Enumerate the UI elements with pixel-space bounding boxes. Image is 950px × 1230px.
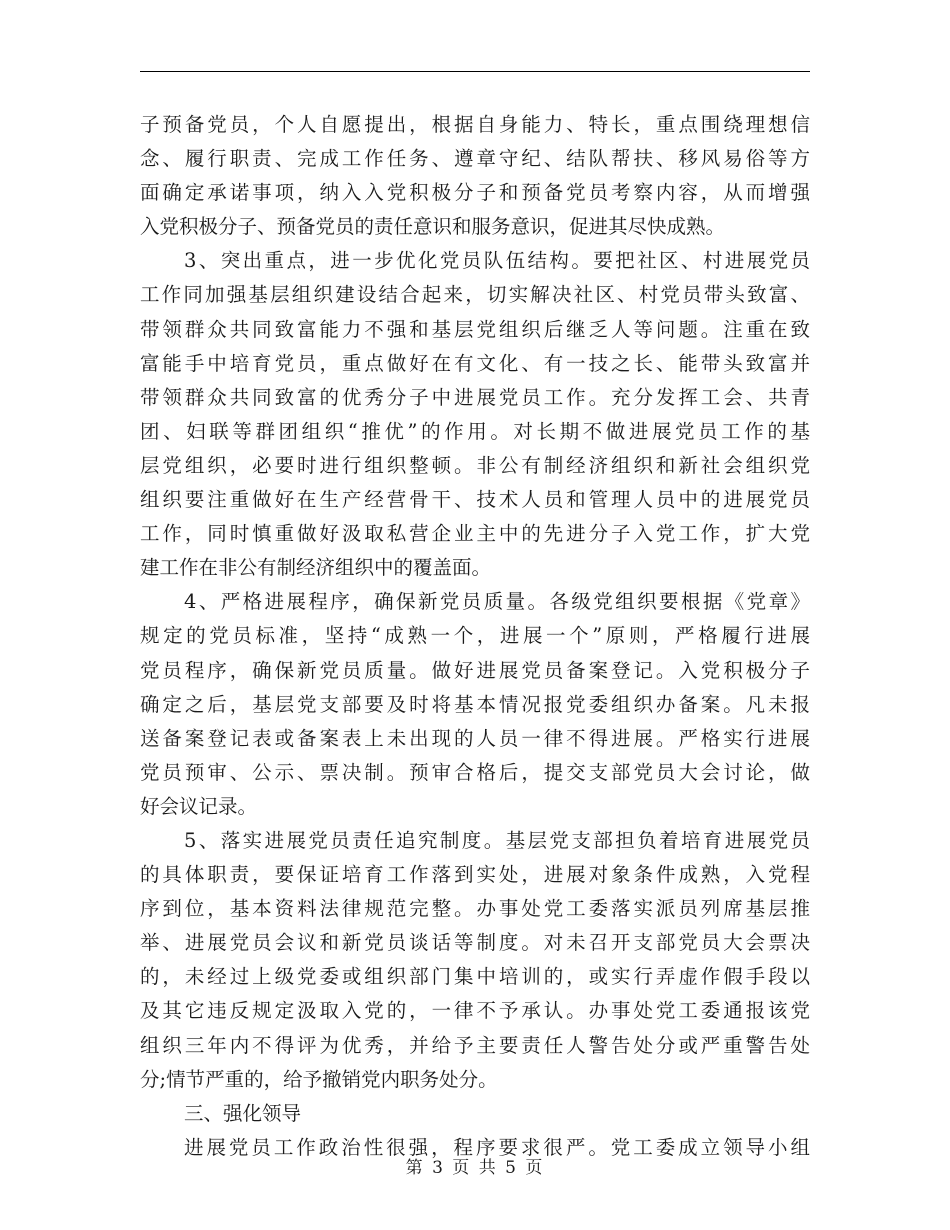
text-line: 5、落实进展党员责任追究制度。基层党支部担负着培育进展党员 — [184, 828, 810, 852]
text-line: 举、进展党员会议和新党员谈话等制度。对未召开支部党员大会票决 — [140, 931, 810, 955]
text-line: 组织三年内不得评为优秀，并给予主要责任人警告处分或严重警告处 — [140, 1033, 810, 1057]
text-line: 面确定承诺事项，纳入入党积极分子和预备党员考察内容，从而增强 — [140, 181, 810, 205]
text-line: 工作，同时慎重做好汲取私营企业主中的先进分子入党工作，扩大党 — [140, 522, 810, 546]
text-line: 的具体职责，要保证培育工作落到实处，进展对象条件成熟，入党程 — [140, 863, 810, 887]
text-line: 好会议记录。 — [140, 794, 258, 818]
text-line: 确定之后，基层党支部要及时将基本情况报党委组织办备案。凡未报 — [140, 692, 810, 716]
text-line: 层党组织，必要时进行组织整顿。非公有制经济组织和新社会组织党 — [140, 453, 810, 477]
text-line: 党员预审、公示、票决制。预审合格后，提交支部党员大会讨论，做 — [140, 760, 810, 784]
text-line: 的，未经过上级党委或组织部门集中培训的，或实行弄虚作假手段以 — [140, 965, 810, 989]
text-line: 工作同加强基层组织建设结合起来，切实解决社区、村党员带头致富、 — [140, 283, 810, 307]
text-line: 送备案登记表或备案表上未出现的人员一律不得进展。严格实行进展 — [140, 726, 810, 750]
document-body — [140, 108, 810, 1165]
text-line: 带领群众共同致富的优秀分子中进展党员工作。充分发挥工会、共青 — [140, 385, 810, 409]
text-line: 进展党员工作政治性很强，程序要求很严。党工委成立领导小组 — [184, 1135, 810, 1159]
text-line: 团、妇联等群团组织“推优”的作用。对长期不做进展党员工作的基 — [140, 419, 810, 443]
text-line: 及其它违反规定汲取入党的，一律不予承认。办事处党工委通报该党 — [140, 999, 810, 1023]
text-line: 序到位，基本资料法律规范完整。办事处党工委落实派员列席基层推 — [140, 897, 810, 921]
text-line: 4、严格进展程序，确保新党员质量。各级党组织要根据《党章》 — [184, 590, 810, 614]
header-rule — [140, 71, 810, 72]
text-line: 组织要注重做好在生产经营骨干、技术人员和管理人员中的进展党员 — [140, 488, 810, 512]
text-line: 党员程序，确保新党员质量。做好进展党员备案登记。入党积极分子 — [140, 658, 810, 682]
text-line: 子预备党员，个人自愿提出，根据自身能力、特长，重点围绕理想信 — [140, 113, 810, 136]
text-line: 分;情节严重的，给予撤销党内职务处分。 — [140, 1067, 498, 1091]
text-line: 念、履行职责、完成工作任务、遵章守纪、结队帮扶、移风易俗等方 — [140, 147, 810, 171]
text-line: 建工作在非公有制经济组织中的覆盖面。 — [140, 556, 492, 580]
text-line: 富能手中培育党员，重点做好在有文化、有一技之长、能带头致富并 — [140, 351, 810, 375]
text-line: 三、强化领导 — [184, 1101, 302, 1125]
page-number: 第 3 页 共 5 页 — [405, 1158, 545, 1178]
text-line: 入党积极分子、预备党员的责任意识和服务意识，促进其尽快成熟。 — [140, 215, 726, 239]
text-line: 3、突出重点，进一步优化党员队伍结构。要把社区、村进展党员 — [184, 249, 810, 273]
text-line: 带领群众共同致富能力不强和基层党组织后继乏人等问题。注重在致 — [140, 317, 810, 341]
text-line: 规定的党员标准，坚持“成熟一个，进展一个”原则，严格履行进展 — [140, 624, 810, 648]
